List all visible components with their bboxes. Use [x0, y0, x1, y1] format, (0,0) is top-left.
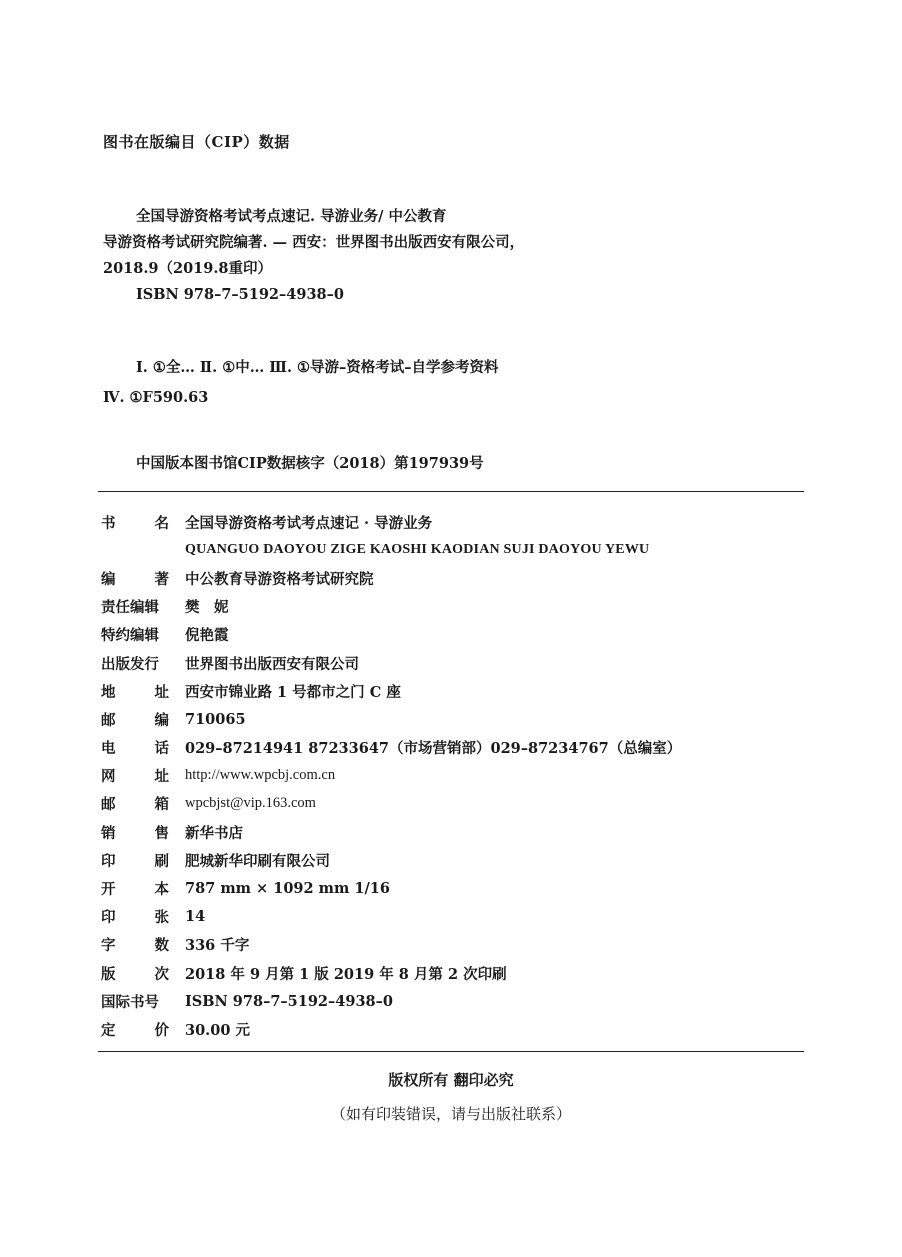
info-row-isbn: [101, 987, 801, 1015]
cip-class-line-2: Ⅳ. ①F590.63: [103, 389, 209, 406]
value-printer: 肥城新华印刷有限公司: [185, 852, 330, 870]
info-row-pinyin: [101, 536, 801, 564]
info-row-printer: [101, 846, 801, 874]
cip-entry: [103, 204, 663, 308]
publication-info-table: [101, 508, 801, 1044]
label-title: 书 名: [101, 514, 169, 532]
cip-isbn: ISBN 978–7–5192–4938–0: [136, 286, 344, 303]
label-special-editor: 特约编辑: [101, 627, 159, 645]
value-email: wpcbjst@vip.163.com: [185, 795, 316, 812]
label-phone: 电 话: [101, 740, 169, 758]
label-sheets: 印 张: [101, 909, 169, 927]
label-isbn: 国际书号: [101, 993, 159, 1011]
label-publisher: 出版发行: [101, 655, 159, 673]
label-sales: 销 售: [101, 824, 169, 842]
info-row-phone: [101, 734, 801, 762]
info-row-special-editor: [101, 621, 801, 649]
info-row-email: [101, 790, 801, 818]
label-format: 开 本: [101, 881, 169, 899]
value-address: 西安市锦业路 1 号都市之门 C 座: [185, 683, 401, 701]
value-editor: 樊 妮: [185, 599, 229, 617]
info-row-price: [101, 1015, 801, 1043]
info-row-sheets: [101, 903, 801, 931]
value-edition: 2018 年 9 月第 1 版 2019 年 8 月第 2 次印刷: [185, 965, 507, 983]
label-words: 字 数: [101, 937, 169, 955]
info-row-website: [101, 762, 801, 790]
info-row-author: [101, 564, 801, 592]
cip-record-number: 中国版本图书馆CIP数据核字（2018）第197939号: [136, 455, 484, 472]
value-isbn: ISBN 978–7–5192–4938–0: [185, 992, 393, 1010]
info-row-words: [101, 931, 801, 959]
info-row-edition: [101, 959, 801, 987]
info-row-title: [101, 508, 801, 536]
value-words: 336 千字: [185, 937, 250, 955]
label-edition: 版 次: [101, 965, 169, 983]
value-format: 787 mm × 1092 mm 1/16: [185, 880, 390, 898]
label-address: 地 址: [101, 683, 169, 701]
bottom-divider: [98, 1051, 804, 1052]
label-postcode: 邮 编: [101, 711, 169, 729]
value-author: 中公教育导游资格考试研究院: [185, 570, 374, 588]
value-sheets: 14: [185, 908, 206, 926]
label-author: 编 著: [101, 570, 169, 588]
cip-classification: [103, 353, 499, 413]
info-row-editor: [101, 593, 801, 621]
value-title-pinyin: QUANGUO DAOYOU ZIGE KAOSHI KAODIAN SUJI DAOYOU YEWU: [185, 542, 650, 558]
cip-class-line-1: Ⅰ. ①全… Ⅱ. ①中… Ⅲ. ①导游–资格考试–自学参考资料: [136, 359, 499, 376]
info-row-postcode: [101, 705, 801, 733]
cip-entry-line-3: 2018.9（2019.8重印）: [103, 260, 272, 277]
value-publisher: 世界图书出版西安有限公司: [185, 655, 359, 673]
value-title: 全国导游资格考试考点速记 · 导游业务: [185, 514, 433, 532]
value-special-editor: 倪艳霞: [185, 627, 229, 645]
cip-heading: 图书在版编目（CIP）数据: [103, 133, 290, 151]
contact-notice: （如有印装错误，请与出版社联系）: [330, 1105, 571, 1123]
cip-entry-line-2: 导游资格考试研究院编著. — 西安：世界图书出版西安有限公司，: [103, 234, 525, 251]
info-row-publisher: [101, 649, 801, 677]
label-printer: 印 刷: [101, 852, 169, 870]
value-website: http://www.wpcbj.com.cn: [185, 767, 336, 784]
info-row-format: [101, 874, 801, 902]
label-website: 网 址: [101, 768, 169, 786]
info-row-address: [101, 677, 801, 705]
top-divider: [98, 491, 804, 492]
value-sales: 新华书店: [185, 824, 243, 842]
rights-notice: 版权所有 翻印必究: [388, 1071, 514, 1089]
value-price: 30.00 元: [185, 1021, 250, 1039]
label-editor: 责任编辑: [101, 599, 159, 617]
cip-entry-line-1: 全国导游资格考试考点速记. 导游业务/ 中公教育: [136, 208, 447, 225]
label-price: 定 价: [101, 1021, 169, 1039]
info-row-sales: [101, 818, 801, 846]
label-email: 邮 箱: [101, 796, 169, 814]
value-phone: 029–87214941 87233647（市场营销部）029–87234767（总编室）: [185, 740, 682, 758]
value-postcode: 710065: [185, 710, 246, 728]
